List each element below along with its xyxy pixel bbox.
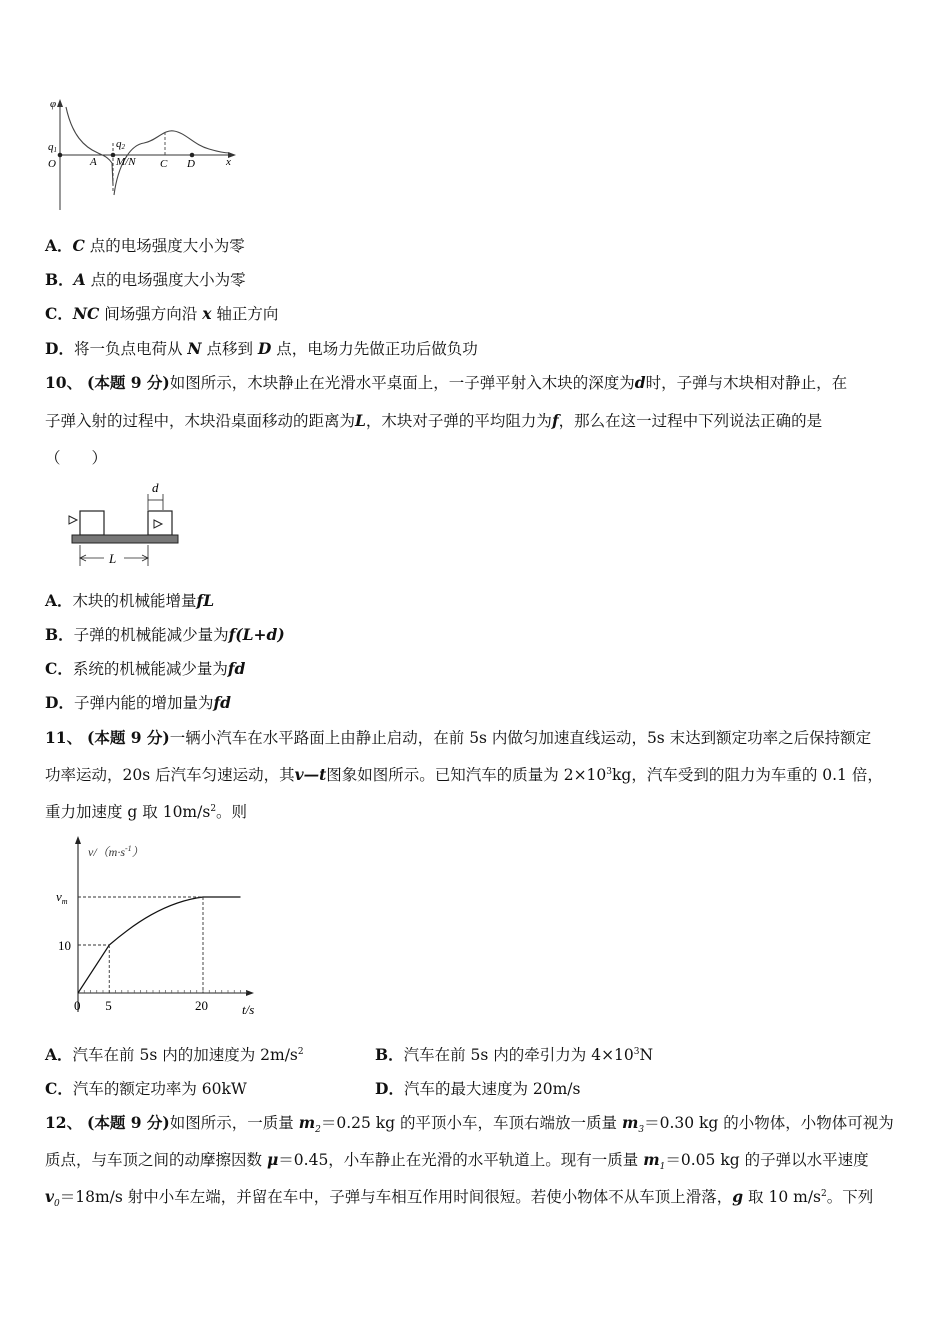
vt-marks bbox=[78, 897, 241, 993]
potential-curve-left bbox=[66, 107, 113, 185]
q1-point bbox=[58, 153, 63, 158]
mn-label: M/N bbox=[116, 156, 136, 168]
d-label: d bbox=[152, 480, 159, 495]
q9-option-c: C．NC 间场强方向沿 x 轴正方向 bbox=[45, 304, 279, 323]
block-initial bbox=[80, 511, 104, 535]
q11-option-b: B．汽车在前 5s 内的牵引力为 $4\times 10^3N$ bbox=[375, 1045, 654, 1064]
q12-stem-line1: 12、 (本题 9 分)如图所示，一质量 $m_2=0.25$ kg 的平顶小车，车顶右端放一质量 $m_3=0.30$ kg 的小物体，小物体可视为 bbox=[45, 1113, 894, 1136]
vt-xtick-20: 20 bbox=[195, 998, 208, 1013]
vt-ylabel: $v/(m\cdot s^{-1})$ bbox=[88, 844, 144, 859]
q11-option-d: D．汽车的最大速度为 20m/s bbox=[375, 1079, 581, 1098]
q9-option-a: A．C 点的电场强度大小为零 bbox=[45, 236, 245, 255]
q10-option-b: B．子弹的机械能减少量为f(L+d) bbox=[45, 625, 285, 644]
q10-stem-line1: 10、 (本题 9 分)如图所示，木块静止在光滑水平桌面上，一子弹平射入木块的深度为d时，子弹与木块相对静止，在 bbox=[45, 373, 848, 392]
d-point bbox=[190, 153, 195, 158]
q10-answer-bracket: （ ） bbox=[45, 449, 108, 467]
vt-segment-accel bbox=[78, 945, 109, 993]
q10-option-c: C．系统的机械能减少量为fd bbox=[45, 659, 246, 678]
bullet-initial bbox=[69, 516, 77, 524]
a-label: A bbox=[90, 156, 97, 168]
q12-stem-line3: $v_0=18m/s$ 射中小车左端，并留在车中，子弹与车相互作用时间很短。若使小物体不从车顶上滑落，g 取 10 $m/s^2$。下列 bbox=[45, 1187, 874, 1210]
q1-label: q1 bbox=[48, 141, 57, 154]
c-label: C bbox=[160, 158, 168, 170]
vt-chart bbox=[50, 832, 280, 1024]
x-label: x bbox=[226, 156, 231, 168]
q2-point bbox=[111, 153, 116, 158]
q11-option-c: C．汽车的额定功率为 60kW bbox=[45, 1079, 247, 1098]
q9-option-d: D．将一负点电荷从 N 点移到 D 点，电场力先做正功后做负功 bbox=[45, 339, 478, 358]
vt-ytick-10: 10 bbox=[58, 938, 71, 953]
l-label: L bbox=[109, 551, 117, 566]
vt-xtick-5: 5 bbox=[105, 998, 112, 1013]
bullet-block-figure bbox=[60, 476, 190, 572]
q2-label: q2 bbox=[116, 138, 125, 151]
d-label: D bbox=[187, 158, 195, 170]
origin-label: O bbox=[48, 158, 56, 170]
q10-option-a: A．木块的机械能增量fL bbox=[45, 591, 215, 610]
q10-stem-line2: 子弹入射的过程中，木块沿桌面移动的距离为L，木块对子弹的平均阻力为f，那么在这一过程中下列说法正确的是 bbox=[45, 411, 823, 430]
q11-stem-line3: 重力加速度 g 取 $10m/s^2$。则 bbox=[45, 803, 248, 821]
q12-stem-line2: 质点，与车顶之间的动摩擦因数 μ＝0.45，小车静止在光滑的水平轨道上。现有一质量 $m_1=0.05$ kg 的子弹以水平速度 bbox=[45, 1150, 869, 1173]
q10-option-d: D．子弹内能的增加量为fd bbox=[45, 693, 231, 712]
vt-xlabel: t/s bbox=[242, 1002, 255, 1017]
q11-option-a: A．汽车在前 5s 内的加速度为 $2m/s^2$ bbox=[45, 1045, 304, 1064]
vt-segment-constant-power bbox=[109, 897, 203, 945]
q9-option-b: B．A 点的电场强度大小为零 bbox=[45, 270, 246, 289]
q11-stem-line2: 功率运动，20s 后汽车匀速运动，其v—t图象如图所示。已知汽车的质量为 $2\times 10^3kg$，汽车受到的阻力为车重的 0.1 倍， bbox=[45, 765, 883, 784]
vt-vm-label: $v_m$ bbox=[56, 889, 68, 906]
vt-xtick-0: 0 bbox=[74, 998, 81, 1013]
q11-stem-line1: 11、 (本题 9 分)一辆小汽车在水平路面上由静止启动，在前 5s 内做匀加速直线运动，5s 末达到额定功率之后保持额定 bbox=[45, 728, 872, 747]
potential-graph-figure bbox=[44, 95, 254, 215]
phi-label: φ bbox=[50, 98, 57, 110]
phi-axis-arrow bbox=[57, 99, 63, 107]
table-surface bbox=[72, 535, 178, 543]
vt-x-arrow bbox=[246, 990, 254, 996]
vt-y-arrow bbox=[75, 836, 81, 844]
